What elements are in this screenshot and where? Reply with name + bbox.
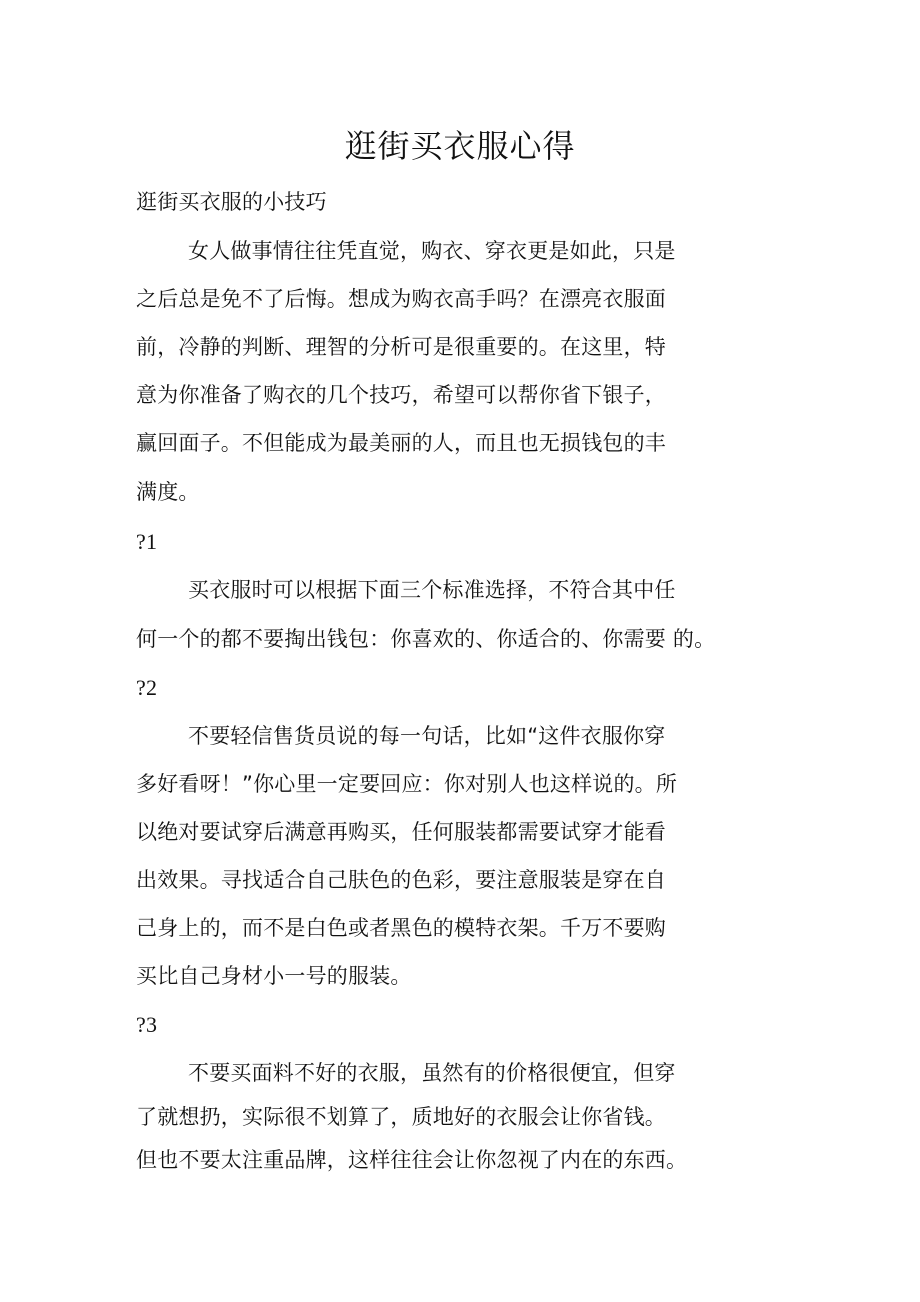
paragraph-line: 多好看呀！”你心里一定要回应：你对别人也这样说的。所	[136, 772, 678, 796]
paragraph-line: 不要轻信售货员说的每一句话，比如“这件衣服你穿	[188, 724, 666, 748]
paragraph-line: 满度。	[136, 480, 200, 504]
section-marker: ?1	[136, 529, 158, 554]
document-title: 逛街买衣服心得	[344, 127, 576, 165]
paragraph-line: 意为你准备了购衣的几个技巧，希望可以帮你省下银子，	[136, 383, 666, 407]
paragraph-line: 赢回面子。不但能成为最美丽的人，而且也无损钱包的丰	[136, 431, 666, 455]
paragraph-line: 女人做事情往往凭直觉，购衣、穿衣更是如此，只是	[188, 239, 676, 263]
paragraph-line: 己身上的，而不是白色或者黑色的模特衣架。千万不要购	[136, 916, 666, 940]
paragraph-line: 但也不要太注重品牌，这样往往会让你忽视了内在的东西。	[136, 1148, 688, 1172]
paragraph-line: 何一个的都不要掏出钱包：你喜欢的、你适合的、你需要 的。	[136, 627, 716, 651]
paragraph-line: 出效果。寻找适合自己肤色的色彩，要注意服装是穿在自	[136, 868, 666, 892]
paragraph-line: 以绝对要试穿后满意再购买，任何服装都需要试穿才能看	[136, 820, 666, 844]
paragraph-line: 买衣服时可以根据下面三个标准选择，不符合其中任	[188, 578, 676, 602]
paragraph-line: 前，冷静的判断、理智的分析可是很重要的。在这里，特	[136, 335, 666, 359]
section-marker: ?2	[136, 675, 158, 700]
paragraph-line: 不要买面料不好的衣服，虽然有的价格很便宜，但穿	[188, 1061, 676, 1085]
document-subtitle: 逛街买衣服的小技巧	[136, 190, 327, 214]
paragraph-line: 之后总是免不了后悔。想成为购衣高手吗？在漂亮衣服面	[136, 287, 666, 311]
paragraph-line: 买比自己身材小一号的服装。	[136, 964, 412, 988]
paragraph-line: 了就想扔，实际很不划算了，质地好的衣服会让你省钱。	[136, 1105, 666, 1129]
section-marker: ?3	[136, 1012, 158, 1037]
